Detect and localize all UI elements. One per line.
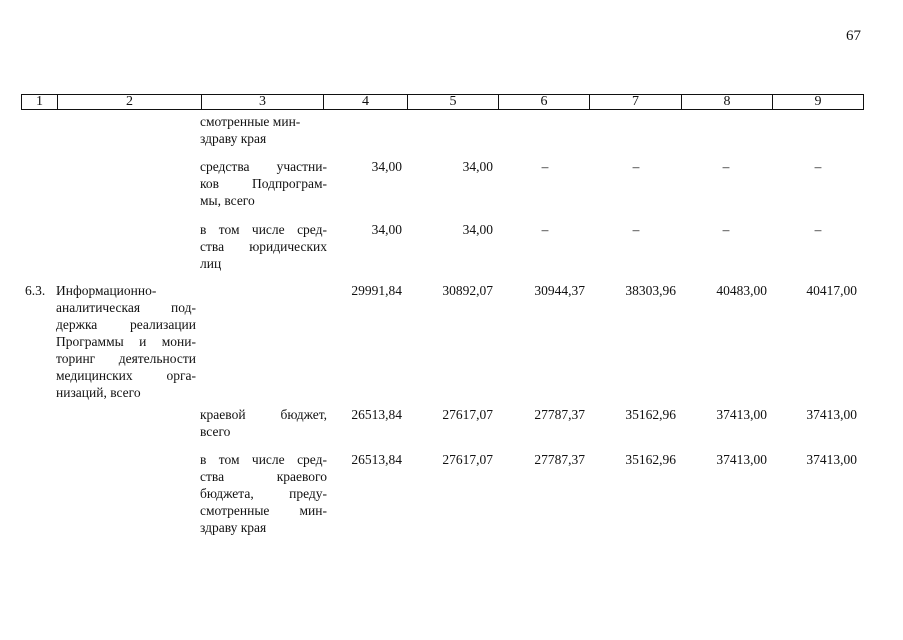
value-col5: 34,00: [462, 159, 493, 174]
table-row: [200, 113, 327, 147]
value-col5: 30892,07: [442, 283, 493, 298]
column-header-8: 8: [682, 95, 773, 109]
row-code: 6.3.: [25, 283, 46, 298]
value-col4: 26513,84: [351, 452, 402, 467]
value-col9: –: [814, 222, 822, 237]
column-header-7: 7: [590, 95, 682, 109]
source-line: краевой бюджет,: [200, 407, 327, 422]
source-line: ков Подпрограм-: [200, 176, 327, 191]
column-header-4: 4: [324, 95, 408, 109]
value-col5: 34,00: [462, 222, 493, 237]
source-line: ства юридических: [200, 239, 327, 254]
table-header-row: [21, 94, 864, 110]
source-line: лиц: [200, 256, 222, 271]
source-line: смотренные мин-: [200, 114, 301, 129]
value-col5: 27617,07: [442, 452, 493, 467]
column-header-6: 6: [499, 95, 590, 109]
value-col6: 27787,37: [534, 407, 585, 422]
value-col8: –: [722, 159, 730, 174]
value-col6: –: [541, 222, 549, 237]
value-col7: 35162,96: [625, 452, 676, 467]
value-col4: 26513,84: [351, 407, 402, 422]
value-col8: 37413,00: [716, 407, 767, 422]
value-col9: 37413,00: [806, 452, 857, 467]
source-line: всего: [200, 424, 231, 439]
source-line: в том числе сред-: [200, 452, 327, 467]
source-line: ства краевого: [200, 469, 327, 484]
table-row: [200, 406, 327, 440]
value-col9: –: [814, 159, 822, 174]
source-line: бюджета, преду-: [200, 486, 327, 501]
source-line: смотренные мин-: [200, 503, 327, 518]
table-row: [56, 282, 196, 401]
value-col5: 27617,07: [442, 407, 493, 422]
name-line: Программы и мони-: [56, 334, 196, 349]
value-col7: –: [632, 159, 640, 174]
column-header-9: 9: [814, 94, 822, 109]
column-header-1: 1: [22, 95, 58, 109]
value-col7: 35162,96: [625, 407, 676, 422]
source-line: мы, всего: [200, 193, 255, 208]
value-col8: 37413,00: [716, 452, 767, 467]
table-row: [200, 221, 327, 272]
source-line: в том числе сред-: [200, 222, 327, 237]
value-col6: –: [541, 159, 549, 174]
value-col9: 40417,00: [806, 283, 857, 298]
value-col6: 30944,37: [534, 283, 585, 298]
name-line: низаций, всего: [56, 385, 141, 400]
table-row: [200, 451, 327, 536]
name-line: Информационно-: [56, 283, 157, 298]
value-col7: 38303,96: [625, 283, 676, 298]
value-col9: 37413,00: [806, 407, 857, 422]
value-col4: 34,00: [371, 159, 402, 174]
value-col4: 34,00: [371, 222, 402, 237]
page-number: 67: [846, 28, 861, 44]
value-col4: 29991,84: [351, 283, 402, 298]
value-col8: –: [722, 222, 730, 237]
column-header-2: 2: [58, 95, 202, 109]
column-header-5: 5: [408, 95, 499, 109]
name-line: держка реализации: [56, 317, 196, 332]
value-col7: –: [632, 222, 640, 237]
source-line: здраву края: [200, 131, 267, 146]
column-header-3: 3: [202, 95, 324, 109]
value-col6: 27787,37: [534, 452, 585, 467]
source-line: здраву края: [200, 520, 267, 535]
name-line: торинг деятельности: [56, 351, 196, 366]
name-line: медицинских орга-: [56, 368, 196, 383]
value-col8: 40483,00: [716, 283, 767, 298]
table-row: [200, 158, 327, 209]
name-line: аналитическая под-: [56, 300, 196, 315]
source-line: средства участни-: [200, 159, 327, 174]
